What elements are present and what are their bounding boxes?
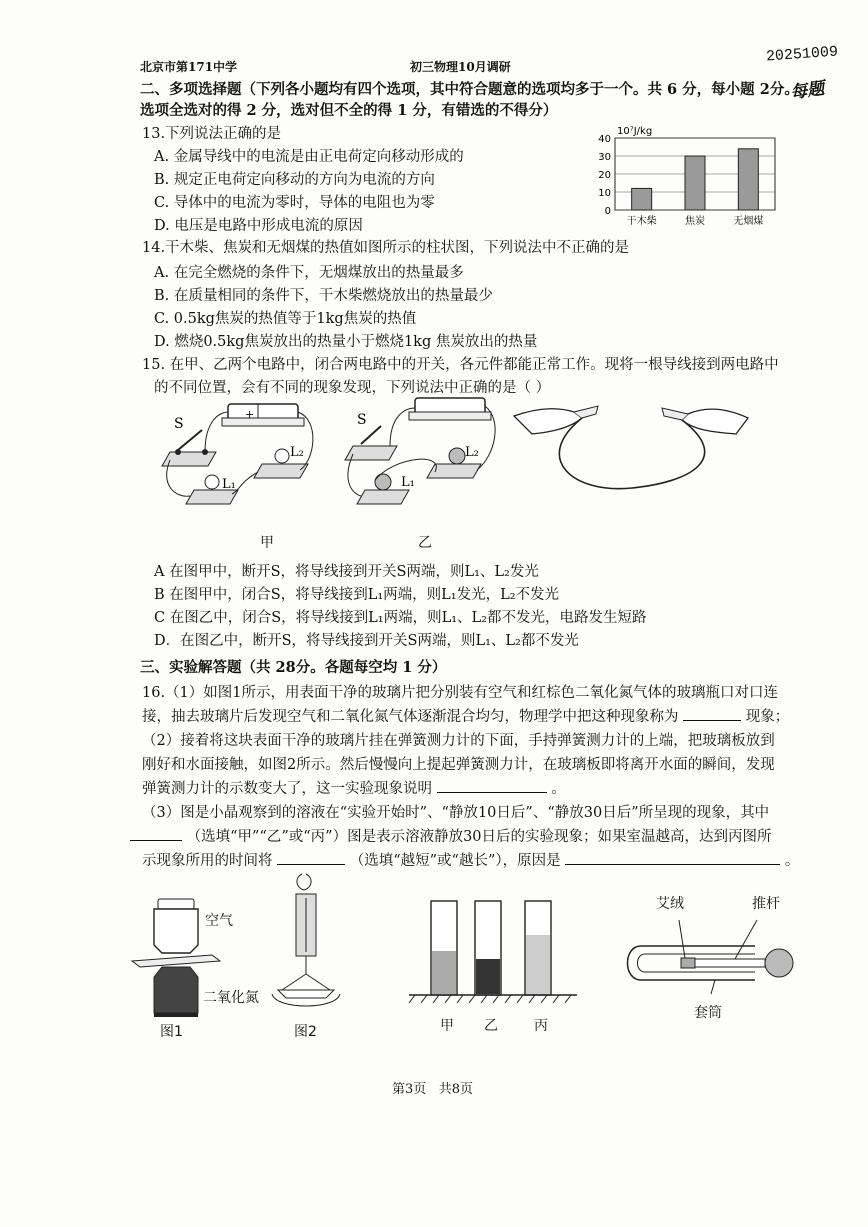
q16-p2-line1: （2）接着将这块表面干净的玻璃片挂在弹簧测力计的下面，手持弹簧测力计的上端，把玻璃板放到 (142, 733, 775, 749)
chart-ytick-label: 10 (598, 188, 611, 199)
q16-p2-end: 。 (551, 781, 566, 797)
diffusion-tubes-figure (405, 895, 585, 1015)
l1-label-yi: L₁ (401, 475, 415, 490)
chart-ytick-label: 30 (598, 152, 611, 163)
q16-p3-end: 。 (784, 853, 800, 869)
tube-label-bing: 丙 (534, 1018, 548, 1034)
q16-p2-line3 (142, 777, 566, 798)
syringe-ai-label: 艾绒 (656, 896, 684, 912)
fire-syringe-figure (615, 910, 815, 1000)
heat-value-bar-chart (585, 118, 785, 233)
q16-p2-text: 弹簧测力计的示数变大了，这一实验现象说明 (142, 781, 432, 797)
school-name: 北京市第171中学 (140, 60, 238, 74)
footer-page (392, 1078, 473, 1097)
q13-option-a: A. 金属导线中的电流是由正电荷定向移动形成的 (154, 149, 464, 165)
l1-label-jia: L₁ (222, 477, 236, 492)
fig2-caption: 图2 (294, 1024, 317, 1040)
q13-option-c: C. 导体中的电流为零时，导体的电阻也为零 (154, 195, 435, 211)
q13-stem: 13.下列说法正确的是 (142, 126, 282, 142)
q14-option-d: D. 燃烧0.5kg焦炭放出的热量小于燃烧1kg 焦炭放出的热量 (154, 334, 538, 350)
circuit-yi-caption: 乙 (418, 535, 432, 551)
q16-p1-text: 接，抽去玻璃片后发现空气和二氧化氮气体逐渐混合均匀，物理学中把这种现象称为 (142, 709, 679, 725)
q16-p1-line1: 16.（1）如图1所示，用表面干净的玻璃片把分别装有空气和红棕色二氧化氮气体的玻璃瓶口对口连 (142, 685, 779, 701)
circuit-jia-caption: 甲 (260, 535, 274, 551)
q14-option-b: B. 在质量相同的条件下，干木柴燃烧放出的热量最少 (154, 288, 493, 304)
q16-p3-text3: （选填“越短”或“越长”），原因是 (349, 853, 561, 869)
q15-option-d: D．在图乙中，断开S，将导线接到开关S两端，则L₁、L₂都不发光 (154, 633, 579, 649)
circuit-jia-figure (150, 390, 330, 520)
q14-option-c: C. 0.5kg焦炭的热值等于1kg焦炭的热值 (154, 311, 417, 327)
q13-option-d: D. 电压是电路中形成电流的原因 (154, 218, 363, 234)
section3-title: 三、实验解答题（共 28分。各题每空均 1 分） (140, 659, 447, 676)
fig2-spring-scale (268, 868, 348, 1018)
q16-blank-4[interactable] (277, 850, 345, 865)
circuit-yi-figure (335, 390, 505, 520)
q16-p3-line3 (142, 849, 799, 870)
svg-text:+: + (245, 408, 255, 421)
q16-blank-5[interactable] (565, 850, 780, 865)
q16-blank-2[interactable] (437, 778, 547, 793)
q15-option-c: C 在图乙中，闭合S，将导线接到L₁两端，则L₁、L₂都不发光，电路发生短路 (154, 610, 647, 626)
chart-ylabel: 10⁷J/kg (617, 126, 653, 137)
q16-blank-1[interactable] (683, 706, 741, 721)
q13-option-b: B. 规定正电荷定向移动的方向为电流的方向 (154, 172, 435, 188)
q16-p3-text2: 示现象所用的时间将 (142, 853, 273, 869)
q16-p3-line2 (130, 825, 772, 846)
q15-stem-line2: 的不同位置，会有不同的现象发现，下列说法中正确的是（ ） (154, 380, 551, 396)
fig1-air-label: 空气 (205, 913, 233, 929)
page-number: 第3页 (392, 1082, 427, 1097)
chart-xtick-label: 无烟煤 (733, 216, 764, 227)
section2-title-line2: 选项全选对的得 2 分，选对但不全的得 1 分，有错选的不得分） (140, 102, 558, 119)
chart-bar (738, 149, 758, 210)
l2-label-jia: L₂ (290, 445, 304, 460)
chart-ytick-label: 0 (604, 206, 611, 217)
chart-xtick-label: 焦炭 (685, 216, 705, 227)
fig1-no2-label: 二氧化氮 (203, 990, 259, 1006)
page-total: 共8页 (438, 1082, 473, 1097)
syringe-tube-label: 套筒 (694, 1005, 722, 1021)
q16-p3-line1: （3）图是小晶观察到的溶液在“实验开始时”、“静放10日后”、“静放30日后”所呈现的现象，其中 (142, 805, 770, 821)
exam-title: 初三物理10月调研 (410, 60, 511, 74)
q16-p1-line2 (142, 705, 789, 726)
exam-date: 20251009 (765, 43, 839, 66)
q14-stem: 14.干木柴、焦炭和无烟煤的热值如图所示的柱状图，下列说法中不正确的是 (142, 240, 630, 256)
q16-p2-line2: 刚好和水面接触，如图2所示。然后慢慢向上提起弹簧测力计，在玻璃板即将离开水面的瞬间，发现 (142, 757, 775, 773)
section2-title-line1: 二、多项选择题（下列各小题均有四个选项，其中符合题意的选项均多于一个。共 6 分，每小题 2分。 (140, 81, 799, 98)
q15-option-b: B 在图甲中，闭合S，将导线接到L₁两端，则L₁发光，L₂不发光 (154, 587, 560, 603)
chart-xtick-label: 干木柴 (626, 216, 657, 227)
l2-label-yi: L₂ (465, 445, 479, 460)
q16-p1-end: 现象； (745, 709, 790, 725)
q15-option-a: A 在图甲中，断开S，将导线接到开关S两端，则L₁、L₂发光 (154, 564, 539, 580)
fig1-caption: 图1 (160, 1024, 183, 1040)
syringe-rod-label: 推杆 (752, 896, 780, 912)
tube-label-yi: 乙 (484, 1018, 498, 1034)
chart-bar (685, 156, 705, 210)
switch-label-jia: S (174, 416, 184, 432)
wire-hands-figure (512, 398, 752, 498)
chart-ytick-label: 40 (598, 134, 611, 145)
q15-stem-line1: 15. 在甲、乙两个电路中，闭合两电路中的开关，各元件都能正常工作。现将一根导线接到两电路中 (142, 357, 779, 373)
switch-label-yi: S (357, 412, 367, 428)
chart-bar (632, 188, 652, 210)
q16-p3-text: （选填“甲”“乙”或“丙”）图是表示溶液静放30日后的实验现象；如果室温越高，达到丙图所 (186, 829, 772, 845)
handwritten-note: 每题 (789, 78, 826, 104)
q16-blank-3[interactable] (130, 826, 182, 841)
tube-label-jia: 甲 (440, 1018, 454, 1034)
q14-option-a: A. 在完全燃烧的条件下，无烟煤放出的热量最多 (154, 265, 464, 281)
chart-ytick-label: 20 (598, 170, 611, 181)
